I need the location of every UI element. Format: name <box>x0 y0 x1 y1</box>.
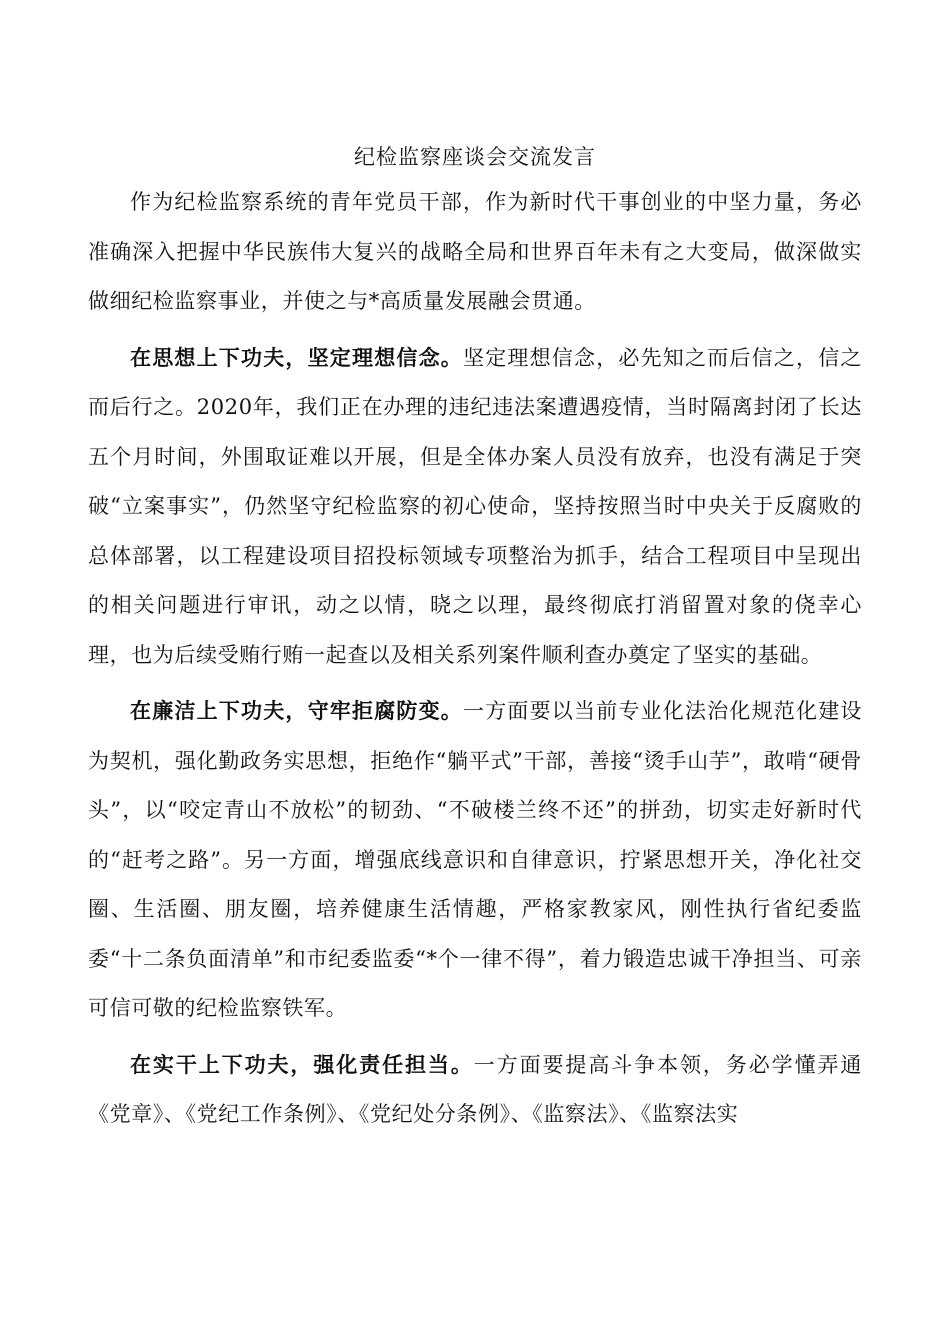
paragraph-intro <box>88 178 862 327</box>
paragraph-text: 一方面要提高斗争本领，务必学懂弄通《党章》、《党纪工作条例》、《党纪处分条例》、《监察法》、《监察法实 <box>88 1052 863 1126</box>
paragraph-lead: 在实干上下功夫，强化责任担当。 <box>130 1052 474 1077</box>
paragraph-text: 坚定理想信念，必先知之而后信之，信之而后行之。2020年，我们正在办理的违纪违法案遭遇疫情，当时隔离封闭了长达五个月时间，外围取证难以开展，但是全体办案人员没有放弃，也没有满足于突破“立案事实”，仍然坚守纪检监察的初心使命，坚持按照当时中央关于反腐败的总体部署，以工程建设项目招投标领域专项整治为抓手，结合工程项目中呈现出的相关问题进行审讯，动之以情，晓之以理，最终彻底打消留置对象的侥幸心理，也为后续受贿行贿一起查以及相关系列案件顺利查办奠定了坚实的基础。 <box>88 345 862 667</box>
paragraph-lead: 在思想上下功夫，坚定理想信念。 <box>130 345 463 370</box>
document-title: 纪检监察座谈会交流发言 <box>354 145 596 169</box>
paragraph-lead: 在廉洁上下功夫，守牢拒腐防变。 <box>130 699 463 723</box>
paragraph-integrity <box>88 687 862 1034</box>
paragraph-practice <box>88 1041 862 1140</box>
paragraph-ideology <box>88 334 862 681</box>
document-page <box>88 140 862 1147</box>
paragraph-text: 一方面要以当前专业化法治化规范化建设为契机，强化勤政务实思想，拒绝作“躺平式”干部，善接“烫手山芋”，敢啃“硬骨头”，以“咬定青山不放松”的韧劲、“不破楼兰终不还”的拼劲，切实走好新时代的“赶考之路”。另一方面，增强底线意识和自律意识，拧紧思想开关，净化社交圈、生活圈、朋友圈，培养健康生活情趣，严格家教家风，刚性执行省纪委监委“十二条负面清单”和市纪委监委“*个一律不得”，着力锻造忠诚干净担当、可亲可信可敬的纪检监察铁军。 <box>88 699 862 1020</box>
paragraph-text: 作为纪检监察系统的青年党员干部，作为新时代干事创业的中坚力量，务必准确深入把握中华民族伟大复兴的战略全局和世界百年未有之大变局，做深做实做细纪检监察事业，并使之与*高质量发展融会贯通。 <box>88 190 862 313</box>
